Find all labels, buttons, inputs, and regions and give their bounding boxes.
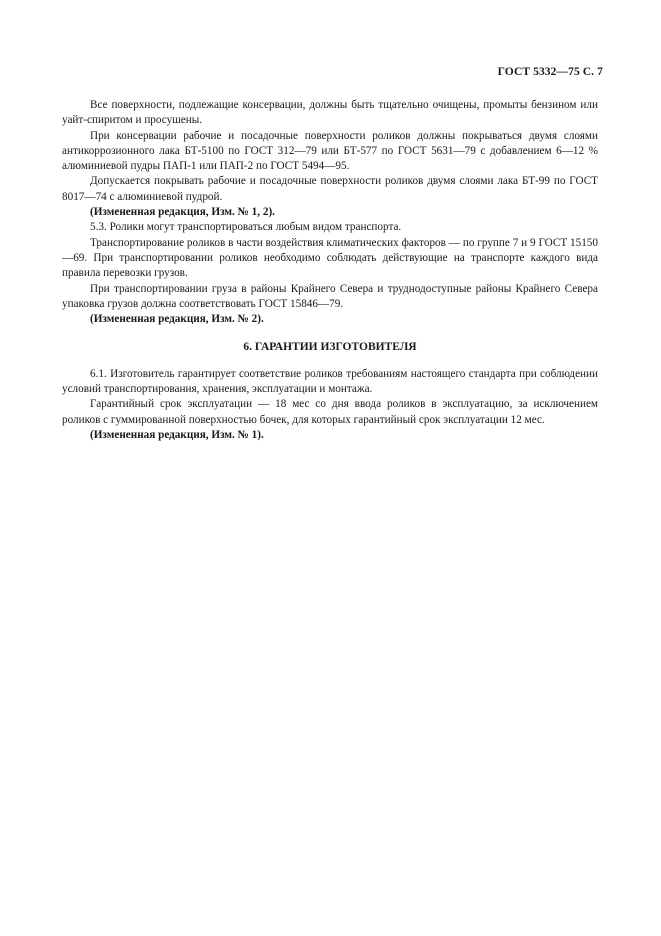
paragraph-alternative-coating: Допускается покрывать рабочие и посадочные поверхности роликов двумя слоями лака БТ-99 по ГОСТ 8017—74 с алюминиевой пудрой. — [62, 175, 598, 203]
amendment-note: (Измененная редакция, Изм. № 2). — [90, 313, 264, 326]
document-body — [62, 98, 598, 443]
paragraph-warranty-period: Гарантийный срок эксплуатации — 18 мес со дня ввода роликов в эксплуатацию, за исключением роликов с гуммированной поверхностью бочек, для которых гарантийный срок эксплуатации 12 мес. — [62, 398, 598, 426]
paragraph-preservation-coating: При консервации рабочие и посадочные поверхности роликов должны покрываться двумя слоями антикоррозионного лака БТ-5100 по ГОСТ 312—79 или БТ-577 по ГОСТ 5631—79 с добавлением 6—12 % алюминиевой пудры ПАП-1 или ПАП-2 по ГОСТ 5494—95. — [62, 129, 598, 173]
paragraph-5-3-transport: 5.3. Ролики могут транспортироваться любым видом транспорта. — [90, 221, 402, 234]
amendment-note: (Измененная редакция, Изм. № 1). — [90, 428, 264, 441]
page-header: ГОСТ 5332—75 С. 7 — [497, 66, 603, 78]
paragraph-climatic-factors: Транспортирование роликов в части воздействия климатических факторов — по группе 7 и 9 ГОСТ 15150—69. При транспортировании роликов необходимо соблюдать действующие на транспорте каждого вида правила перевозки грузов. — [62, 236, 598, 280]
paragraph-preservation-cleaning: Все поверхности, подлежащие консервации, должны быть тщательно очищены, промыты бензином или уайт-спиритом и просушены. — [62, 99, 598, 127]
amendment-note: (Измененная редакция, Изм. № 1, 2). — [90, 206, 275, 219]
section-title: 6. ГАРАНТИИ ИЗГОТОВИТЕЛЯ — [243, 341, 417, 354]
paragraph-6-1-warranty: 6.1. Изготовитель гарантирует соответствие роликов требованиям настоящего стандарта при соблюдении условий транспортирования, хранения, эксплуатации и монтажа. — [62, 367, 598, 396]
paragraph-far-north: При транспортировании груза в районы Крайнего Севера и труднодоступные районы Крайнего Севера упаковка грузов должна соответствовать ГОСТ 15846—79. — [62, 282, 598, 310]
